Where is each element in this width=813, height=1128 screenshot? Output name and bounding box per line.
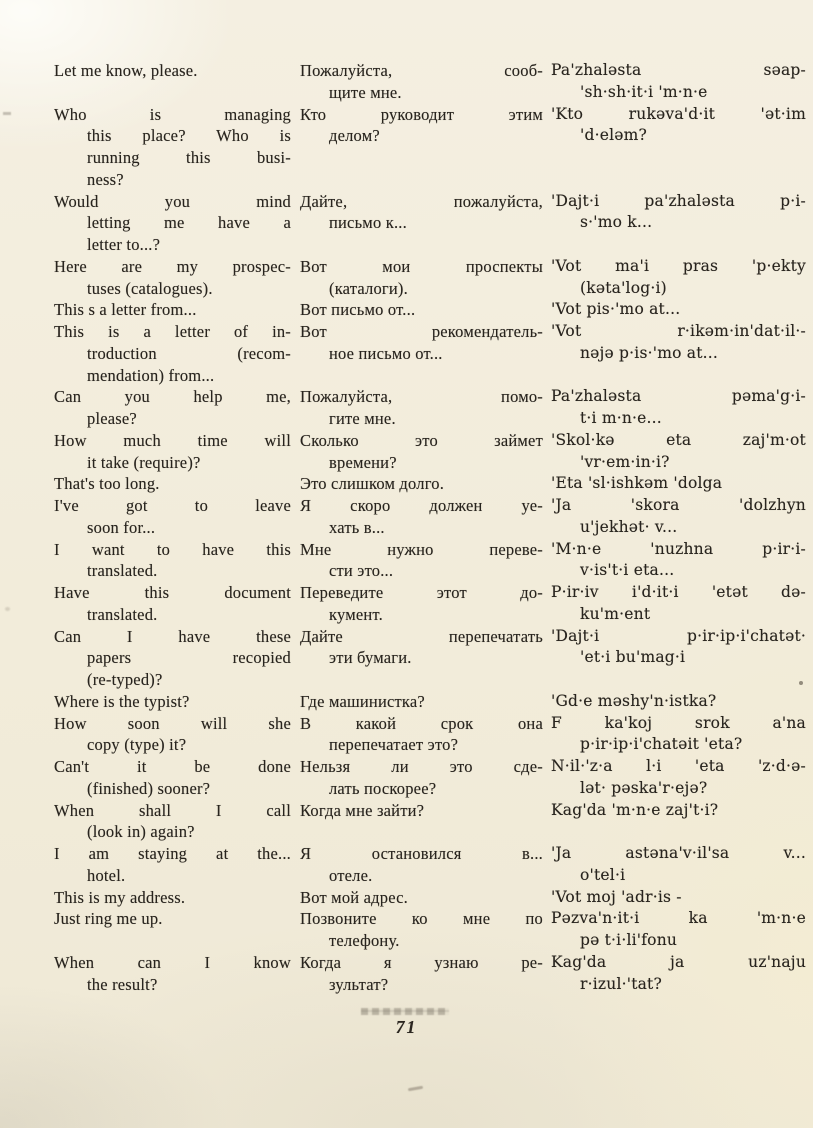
text-line: Just ring me up. — [54, 909, 163, 929]
text-line: it take (require)? — [87, 452, 201, 472]
phrase-entry — [54, 104, 291, 191]
phrase-entry — [54, 691, 291, 713]
text-line: 'Dajt·i p·ir·ip·i'chatət· — [551, 626, 806, 645]
phrase-entry — [300, 908, 543, 952]
text-line: Нельзя ли это сде- — [300, 757, 543, 776]
text-line: v·is't·i eta... — [580, 561, 675, 580]
text-line: (look in) again? — [87, 822, 195, 842]
scan-edge-mark — [5, 607, 10, 611]
phrase-entry — [551, 800, 806, 822]
text-line: This s a letter from... — [54, 300, 197, 320]
text-line: делом? — [329, 126, 380, 146]
phrase-entry — [551, 430, 806, 474]
phrase-entry — [300, 582, 543, 626]
phrase-entry — [551, 626, 806, 670]
phrase-entry — [551, 386, 806, 430]
phrase-entry — [54, 539, 291, 583]
phrase-entry — [551, 299, 806, 321]
text-line: сти это... — [329, 561, 394, 581]
phrase-entry — [54, 713, 291, 757]
text-line: lət· pəska'r·ejə? — [580, 778, 708, 797]
phrase-entry — [300, 887, 543, 909]
text-line: 'Skol·kə eta zaj'm·ot — [551, 430, 806, 449]
text-line: 'M·n·e 'nuzhna p·ir·i- — [551, 539, 806, 558]
text-line: That's too long. — [54, 474, 160, 494]
phrase-entry — [54, 386, 291, 430]
text-line: 'd·eləm? — [580, 126, 648, 145]
phrase-entry — [300, 104, 543, 148]
text-line: P·ir·iv i'd·it·i 'etət də- — [551, 583, 806, 601]
text-line: Мне нужно переве- — [300, 539, 543, 559]
text-line: Позвоните ко мне по — [300, 909, 543, 929]
text-line: 'Ja 'skora 'dolzhyn — [551, 496, 806, 514]
phrase-entry — [54, 952, 291, 996]
text-line: s·'mo k... — [580, 213, 653, 232]
phrase-entry — [551, 191, 806, 235]
phrase-entry — [54, 582, 291, 626]
phrase-entry — [551, 473, 806, 495]
text-line: I am staying at the... — [54, 844, 291, 863]
text-line: Пожалуйста, помо- — [300, 387, 543, 407]
text-line: 'Ja astəna'v·il'sa v... — [551, 844, 806, 862]
phrase-entry — [551, 691, 806, 713]
text-line: Вот рекомендатель- — [300, 322, 543, 341]
text-line: 'sh·sh·it·i 'm·n·e — [580, 82, 708, 101]
text-line: tuses (catalogues). — [87, 278, 213, 298]
text-line: When can I know — [54, 952, 291, 972]
phrase-entry — [300, 539, 543, 583]
phrase-entry — [300, 299, 543, 321]
text-line: papers recopied — [87, 648, 291, 668]
phrase-entry — [551, 495, 806, 539]
phrase-entry — [551, 256, 806, 300]
text-line: How much time will — [54, 430, 291, 450]
text-line: Kag'da ja uz'naju — [551, 952, 806, 971]
text-line: 'Kto rukəva'd·it 'ət·im — [551, 104, 806, 123]
phrase-entry — [54, 843, 291, 887]
text-line: Вот мой адрес. — [300, 887, 408, 907]
phrase-entry — [551, 843, 806, 887]
text-line: Kag'da 'm·n·e zaj't·i? — [551, 800, 719, 819]
phrase-entry — [54, 473, 291, 495]
text-line: 'Eta 'sl·ishkəm 'dolga — [551, 474, 723, 493]
text-line: хать в... — [329, 517, 385, 537]
phrase-entry — [551, 908, 806, 952]
text-line: письмо к... — [329, 213, 407, 233]
text-line: Дайте перепечатать — [300, 626, 543, 646]
text-line: 'et·i bu'mag·i — [580, 648, 686, 667]
text-line: щите мне. — [329, 82, 402, 102]
phrase-entry — [551, 756, 806, 800]
text-line: letter to...? — [87, 235, 161, 254]
text-line: (каталоги). — [329, 278, 408, 298]
text-line: This is a letter of in- — [54, 322, 291, 341]
text-line: Where is the typist? — [54, 691, 190, 711]
text-line: p·ir·ip·i'chatəit 'eta? — [580, 735, 743, 754]
column-english-phrases — [54, 60, 291, 995]
phrase-entry — [300, 756, 543, 800]
text-line: Вот мои проспекты — [300, 256, 543, 276]
phrase-entry — [300, 60, 543, 104]
phrase-entry — [54, 495, 291, 539]
text-line: Who is managing — [54, 104, 291, 124]
text-line: I've got to leave — [54, 496, 291, 515]
text-line: Can I have these — [54, 626, 291, 646]
phrase-entry — [300, 952, 543, 996]
text-line: hotel. — [87, 865, 126, 885]
phrase-entry — [54, 60, 291, 82]
text-line: ku'm·ent — [580, 604, 651, 623]
text-line: u'jekhət· v... — [580, 517, 678, 536]
phrase-entry — [300, 321, 543, 365]
text-line: Can you help me, — [54, 387, 291, 407]
phrase-entry — [551, 539, 806, 583]
phrase-entry — [54, 887, 291, 909]
text-line: mendation) from... — [87, 365, 215, 385]
text-line: лать поскорее? — [329, 778, 437, 798]
text-line: Я остановился в... — [300, 844, 543, 863]
phrase-entry — [54, 430, 291, 474]
phrase-entry — [300, 430, 543, 474]
phrase-entry — [551, 321, 806, 365]
text-line: copy (type) it? — [87, 735, 187, 755]
text-line: Дайте, пожалуйста, — [300, 191, 543, 211]
text-line: телефону. — [329, 931, 400, 950]
text-line: F ka'koj srok a'na — [551, 713, 806, 732]
phrase-entry — [300, 713, 543, 757]
text-line: Вот письмо от... — [300, 300, 416, 320]
phrase-entry — [551, 60, 806, 104]
text-line: N·il·'z·a l·i 'eta 'z·d·ə- — [551, 757, 806, 775]
text-line: (kəta'log·i) — [580, 278, 667, 297]
text-line: this place? Who is — [87, 126, 291, 146]
phrase-entry — [54, 256, 291, 300]
text-line: перепечатает это? — [329, 735, 459, 755]
phrase-entry — [300, 843, 543, 887]
text-line: r·izul·'tat? — [580, 974, 662, 993]
text-line: (finished) sooner? — [87, 778, 211, 798]
text-line: Пожалуйста, сооб- — [300, 61, 543, 80]
text-line: Кто руководит этим — [300, 104, 543, 124]
phrase-entry — [551, 887, 806, 909]
text-line: This is my address. — [54, 887, 186, 907]
text-line: troduction (recom- — [87, 343, 291, 363]
text-line: Can't it be done — [54, 757, 291, 776]
text-line: времени? — [329, 452, 397, 472]
text-line: зультат? — [329, 974, 389, 994]
text-line: I want to have this — [54, 539, 291, 559]
stray-ink-dot — [799, 681, 803, 685]
page-footer — [0, 1008, 813, 1038]
text-line: 'Vot pis·'mo at... — [551, 300, 681, 319]
text-line: nəjə p·is·'mo at... — [580, 343, 719, 362]
scan-edge-mark — [3, 112, 11, 115]
text-line: ное письмо от... — [329, 343, 443, 363]
phrase-entry — [54, 321, 291, 386]
text-line: t·i m·n·e... — [580, 409, 662, 427]
stray-mark — [408, 1086, 423, 1092]
text-line: Pəzva'n·it·i ka 'm·n·e — [551, 909, 806, 928]
text-line: Я скоро должен уе- — [300, 496, 543, 515]
text-line: В какой срок она — [300, 713, 543, 733]
text-line: please? — [87, 409, 137, 428]
text-line: 'Vot ma'i pras 'p·ekty — [551, 256, 806, 275]
phrase-entry — [300, 191, 543, 235]
phrase-entry — [551, 952, 806, 996]
text-line: translated. — [87, 561, 158, 581]
phrase-entry — [300, 256, 543, 300]
phrase-entry — [54, 756, 291, 800]
phrase-entry — [551, 713, 806, 757]
phrase-entry — [300, 386, 543, 430]
text-line: кумент. — [329, 604, 383, 624]
text-line: ness? — [87, 169, 124, 189]
smudge-mark — [361, 1008, 449, 1015]
text-line: отеле. — [329, 865, 373, 885]
text-line: Сколько это займет — [300, 430, 543, 450]
text-line: 'Gd·e məshy'n·istka? — [551, 691, 717, 710]
phrase-entry — [300, 473, 543, 495]
text-line: letting me have a — [87, 213, 291, 233]
text-line: 'Vot r·ikəm·in'dat·il·- — [551, 322, 806, 340]
text-line: 'Vot moj 'adr·is - — [551, 887, 682, 906]
text-line: 'vr·em·in·i? — [580, 452, 670, 471]
text-line: Pa'zhaləsta pəma'g·i- — [551, 387, 806, 406]
text-line: o'tel·i — [580, 865, 626, 884]
phrase-entry — [54, 626, 291, 691]
phrase-entry — [551, 104, 806, 148]
text-line: Переведите этот до- — [300, 583, 543, 602]
text-line: the result? — [87, 974, 158, 994]
text-line: Где машинистка? — [300, 691, 425, 711]
text-line: Would you mind — [54, 191, 291, 211]
phrase-entry — [54, 908, 291, 930]
column-russian-translations — [300, 60, 543, 995]
text-line: translated. — [87, 604, 158, 624]
text-line: гите мне. — [329, 409, 396, 428]
text-line: Have this document — [54, 583, 291, 602]
phrase-entry — [300, 800, 543, 822]
phrase-entry — [300, 495, 543, 539]
text-line: running this busi- — [87, 148, 291, 167]
text-line: How soon will she — [54, 713, 291, 733]
phrase-entry — [300, 691, 543, 713]
phrase-entry — [551, 582, 806, 626]
text-line: pə t·i·li'fonu — [580, 931, 678, 949]
text-line: (re-typed)? — [87, 670, 163, 689]
text-line: Let me know, please. — [54, 61, 198, 80]
text-line: Here are my prospec- — [54, 256, 291, 276]
text-line: Это слишком долго. — [300, 474, 445, 494]
text-line: Когда я узнаю ре- — [300, 952, 543, 972]
phrase-entry — [54, 191, 291, 256]
text-line: 'Dajt·i pa'zhaləsta p·i- — [551, 191, 806, 210]
phrase-entry — [54, 800, 291, 844]
phrase-entry — [54, 299, 291, 321]
text-line: Pa'zhaləsta səap- — [551, 61, 806, 79]
column-phonetic-transcription — [551, 60, 806, 995]
phrase-entry — [300, 626, 543, 670]
text-line: Когда мне зайти? — [300, 800, 425, 820]
text-line: When shall I call — [54, 800, 291, 820]
text-line: эти бумаги. — [329, 648, 412, 668]
text-line: soon for... — [87, 517, 156, 537]
page-number: 71 — [395, 1017, 418, 1037]
